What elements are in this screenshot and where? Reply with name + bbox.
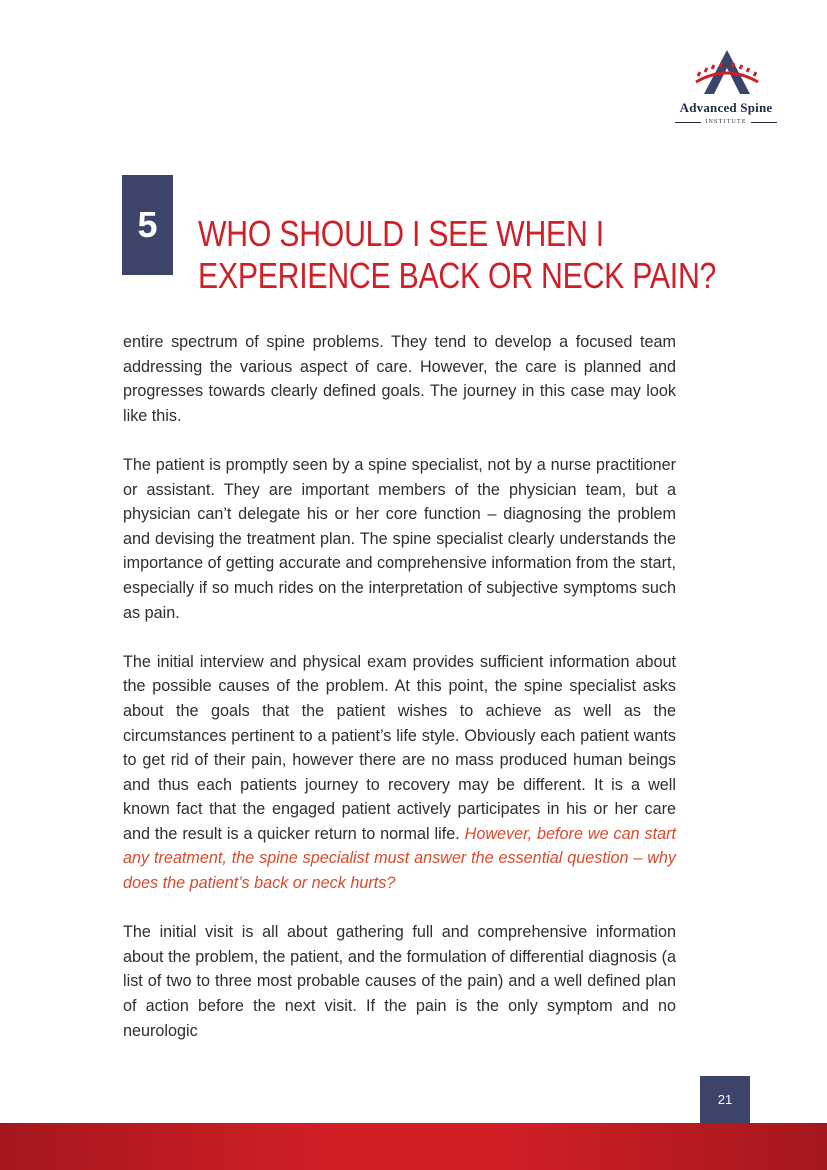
paragraph-2: The patient is promptly seen by a spine specialist, not by a nurse practitioner or assistant. They are important members of the physician team, but a physician can’t delegate his or her core function – diagnosing the problem and devising the treatment plan. The spine specialist clearly understands the importance of getting accurate and comprehensive information from the start, especially if so much rides on the interpretation of subjective symptoms such as pain. xyxy=(123,455,676,622)
paragraph-1: entire spectrum of spine problems. They tend to develop a focused team addressing the various aspect of care. However, the care is planned and progresses towards clearly defined goals. The journey in this case may look like this. xyxy=(123,333,676,425)
logo-subtitle: INSTITUTE xyxy=(705,119,747,125)
logo-rule-left xyxy=(675,122,701,123)
paragraph-3-text: The initial interview and physical exam provides sufficient information about the possible causes of the problem. At this point, the spine specialist asks about the goals that the patient wishes to achieve as well as the circumstances pertinent to a patient’s life style. Obviously each patient wants to get rid of their pain, however there are no mass produced human beings and thus each patients journey to recovery may be different. It is a well known fact that the engaged patient actively participates in his or her care and the result is a quicker return to normal life. xyxy=(123,652,676,843)
chapter-number: 5 xyxy=(122,175,173,275)
logo-name: Advanced Spine xyxy=(679,100,773,115)
chapter-title-line-2: EXPERIENCE BACK OR NECK PAIN? xyxy=(198,255,717,296)
chapter-title-line-1: WHO SHOULD I SEE WHEN I xyxy=(198,213,604,254)
page-number: 21 xyxy=(700,1076,750,1123)
logo xyxy=(668,48,784,132)
body-text xyxy=(123,330,676,1068)
logo-subtitle-row xyxy=(668,117,784,127)
logo-rule-right xyxy=(751,122,777,123)
footer-bar xyxy=(0,1123,827,1170)
spine-logo-icon xyxy=(692,48,762,100)
chapter-title xyxy=(198,213,717,297)
paragraph-3 xyxy=(123,650,676,896)
paragraph-4: The initial visit is all about gathering full and comprehensive information about the problem, the patient, and the formulation of differential diagnosis (a list of two to three most probable causes of the pain) and a well defined plan of action before the next visit. If the pain is the only symptom and no neurologic xyxy=(123,923,676,1040)
paragraph-3-highlight: However, before we can start any treatment, the spine specialist must answer the essential question – why does the patient’s back or neck hurts? xyxy=(123,824,676,893)
